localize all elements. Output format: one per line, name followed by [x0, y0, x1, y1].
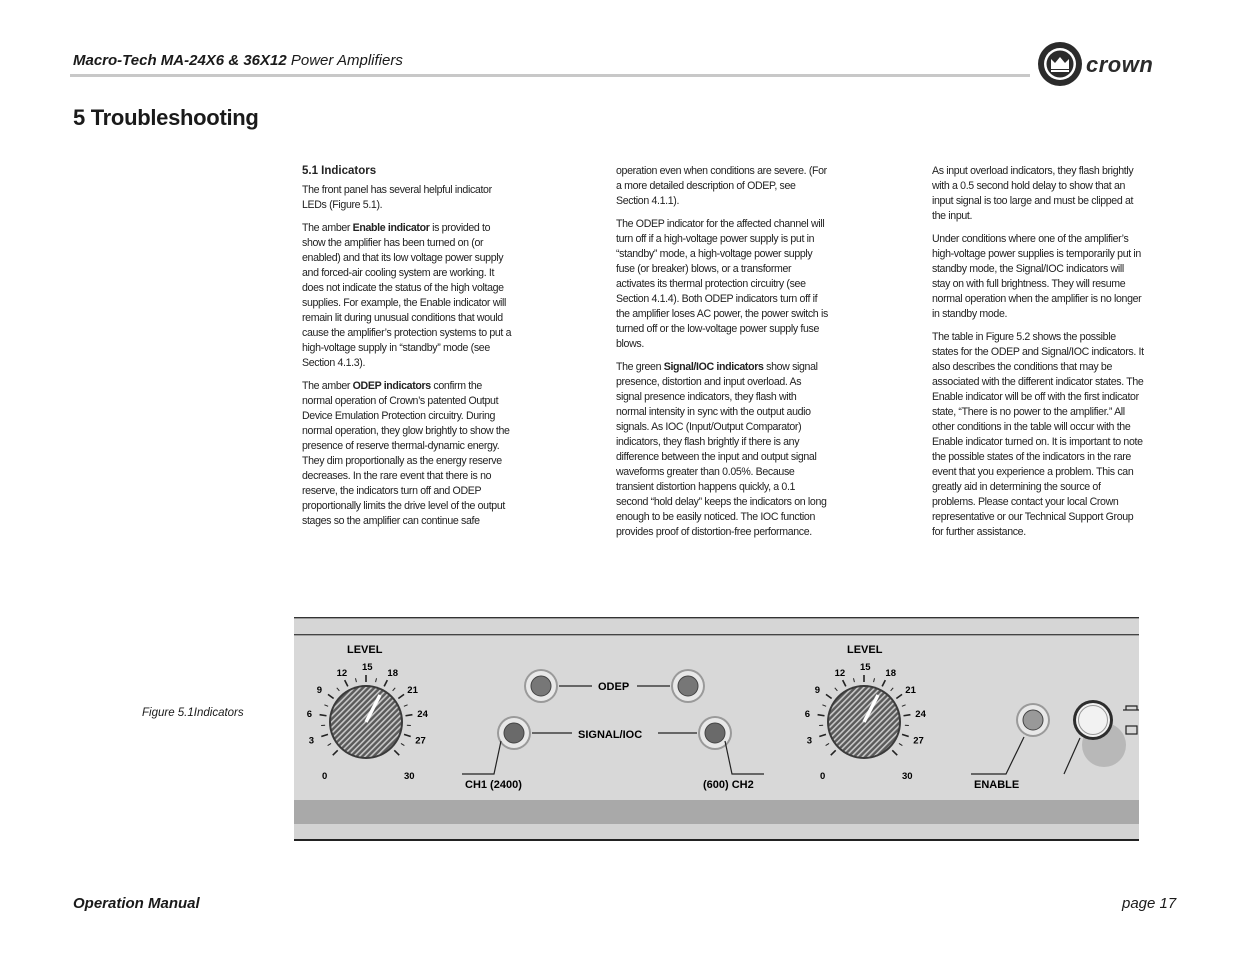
dial-tick-label: 6	[306, 709, 312, 721]
header-model: Macro-Tech MA-24X6 & 36X12	[73, 52, 287, 69]
footer-page-number: page 17	[1122, 895, 1177, 912]
dial-tick-label: 27	[913, 735, 924, 747]
dial-tick-label: 9	[316, 685, 322, 697]
signal-ioc-label: SIGNAL/IOC	[578, 729, 643, 741]
dial-tick-label: 18	[387, 668, 399, 680]
paragraph: The green Signal/IOC indicators show signal presence, distortion and input overload. As signal presence indicators, they flash with normal intensity in sync with the output audio signals. As IOC (Input/Output Comparator) indicators, they flash brightly if there is any difference between the input and output signal waveforms greater than 0.05%. Because transient distortion happens quickly, a 0.1 second “hold delay” keeps the indicators on long enough to be easily noticed. The IOC function provides proof of distortion-free performance.	[616, 361, 827, 538]
paragraph: Under conditions where one of the amplifier’s high-voltage power supplies is temporarily put in standby mode, the Signal/IOC indicators will stay on with full brightness. They will resume normal operation when the amplifier is no longer in standby mode.	[932, 233, 1142, 320]
text-column-1	[302, 164, 512, 537]
dial-tick-label: 21	[407, 685, 418, 697]
dial-tick-label: 6	[804, 709, 810, 721]
dial-tick-label: 30	[902, 771, 913, 782]
paragraph: The table in Figure 5.2 shows the possible states for the ODEP and Signal/IOC indicators. It also describes the conditions that may be associated with the different indicator states. The Enable indicator will be off with the first indicator state, “There is no power to the amplifier.” All other conditions in the table will occur with the Enable indicator turned on. It is important to note the possible states of the indicators in the rare event that you experience a problem. This can greatly aid in determining the source of problems. Please contact your local Crown representative or our Technical Support Group for further assistance.	[932, 331, 1144, 538]
crown-logo-text: crown	[1086, 52, 1154, 77]
paragraph: The front panel has several helpful indicator LEDs (Figure 5.1).	[302, 184, 492, 211]
dial-tick-label: 15	[362, 662, 373, 673]
figure-caption: Figure 5.1Indicators	[142, 707, 244, 719]
dial-tick-label: 30	[404, 771, 415, 782]
crown-logo	[1037, 40, 1182, 95]
term-enable-indicator: Enable indicator	[352, 222, 430, 234]
dial-tick-label: 24	[915, 709, 926, 721]
ch1-odep-led	[524, 669, 558, 703]
dial-tick-mark	[320, 715, 327, 716]
footer-manual-title: Operation Manual	[73, 895, 200, 912]
ch2-signal-ioc-led	[698, 716, 732, 750]
dial-tick-mark	[406, 715, 413, 716]
header-rule	[70, 74, 1030, 77]
text-column-3	[932, 164, 1144, 548]
paragraph: The ODEP indicator for the affected channel will turn off if a high-voltage power supply is put in “standby” mode, a high-voltage power supply fuse (or breaker) blows, or a transformer activates its thermal protection circuitry (see Section 4.1.4). Both ODEP indicators turn off if the amplifier loses AC power, the power switch is turned off or the low-voltage power supply fuse blows.	[616, 218, 828, 350]
term-odep-indicators: ODEP indicators	[352, 380, 431, 392]
ch2-odep-led	[671, 669, 705, 703]
crown-logo-icon	[1038, 42, 1082, 86]
dial-tick-label: 0	[322, 771, 328, 782]
ch2-level-label: LEVEL	[847, 644, 883, 656]
ch2-label: (600) CH2	[703, 779, 754, 791]
dial-tick-label: 12	[336, 668, 348, 680]
paragraph: As input overload indicators, they flash brightly with a 0.5 second hold delay to show that an input signal is too large and must be clipped at the input.	[932, 165, 1134, 222]
ch1-level-label: LEVEL	[347, 644, 383, 656]
odep-label: ODEP	[598, 681, 630, 693]
dial-tick-label: 0	[820, 771, 826, 782]
dial-tick-label: 15	[860, 662, 871, 673]
term-signal-ioc-indicators: Signal/IOC indicators	[663, 361, 764, 373]
paragraph: operation even when conditions are severe. (For a more detailed description of ODEP, see Section 4.1.1).	[616, 165, 827, 207]
dial-tick-label: 3	[308, 735, 315, 747]
ch1-signal-ioc-led	[497, 716, 531, 750]
dial-tick-label: 24	[417, 709, 428, 721]
section-title: 5 Troubleshooting	[73, 105, 259, 130]
dial-tick-label: 18	[885, 668, 897, 680]
header-subtitle: Power Amplifiers	[286, 52, 403, 69]
panel-lower-band	[294, 800, 1139, 824]
dial-tick-mark	[904, 715, 911, 716]
dial-tick-label: 27	[415, 735, 426, 747]
dial-tick-label: 21	[905, 685, 916, 697]
text-column-2	[616, 164, 828, 548]
dial-tick-mark	[818, 715, 825, 716]
enable-led	[1016, 703, 1050, 737]
front-panel-figure	[294, 617, 1140, 848]
dial-tick-label: 12	[834, 668, 846, 680]
subsection-heading: 5.1 Indicators	[302, 165, 377, 177]
paragraph: The amber Enable indicator is provided to show the amplifier has been turned on (or enabled) and that its low voltage power supply and forced-air cooling system are working. It does not indicate the status of the high voltage supplies. For example, the Enable indicator will remain lit during unusual conditions that would cause the amplifier’s protection systems to put a high-voltage supply in “standby” mode (see Section 4.1.3).	[302, 222, 512, 369]
dial-tick-label: 3	[806, 735, 813, 747]
enable-label: ENABLE	[974, 779, 1020, 791]
running-header	[73, 52, 403, 69]
ch1-label: CH1 (2400)	[465, 779, 522, 791]
paragraph: The amber ODEP indicators confirm the normal operation of Crown’s patented Output Device Emulation Protection circuitry. During normal operation, they glow brightly to show the presence of reserve thermal-dynamic energy. They dim proportionally as the energy reserve decreases. In the rare event that there is no reserve, the indicators turn off and ODEP proportionally limits the drive level of the output stages so the amplifier can continue safe	[302, 380, 510, 527]
dial-tick-label: 9	[814, 685, 820, 697]
